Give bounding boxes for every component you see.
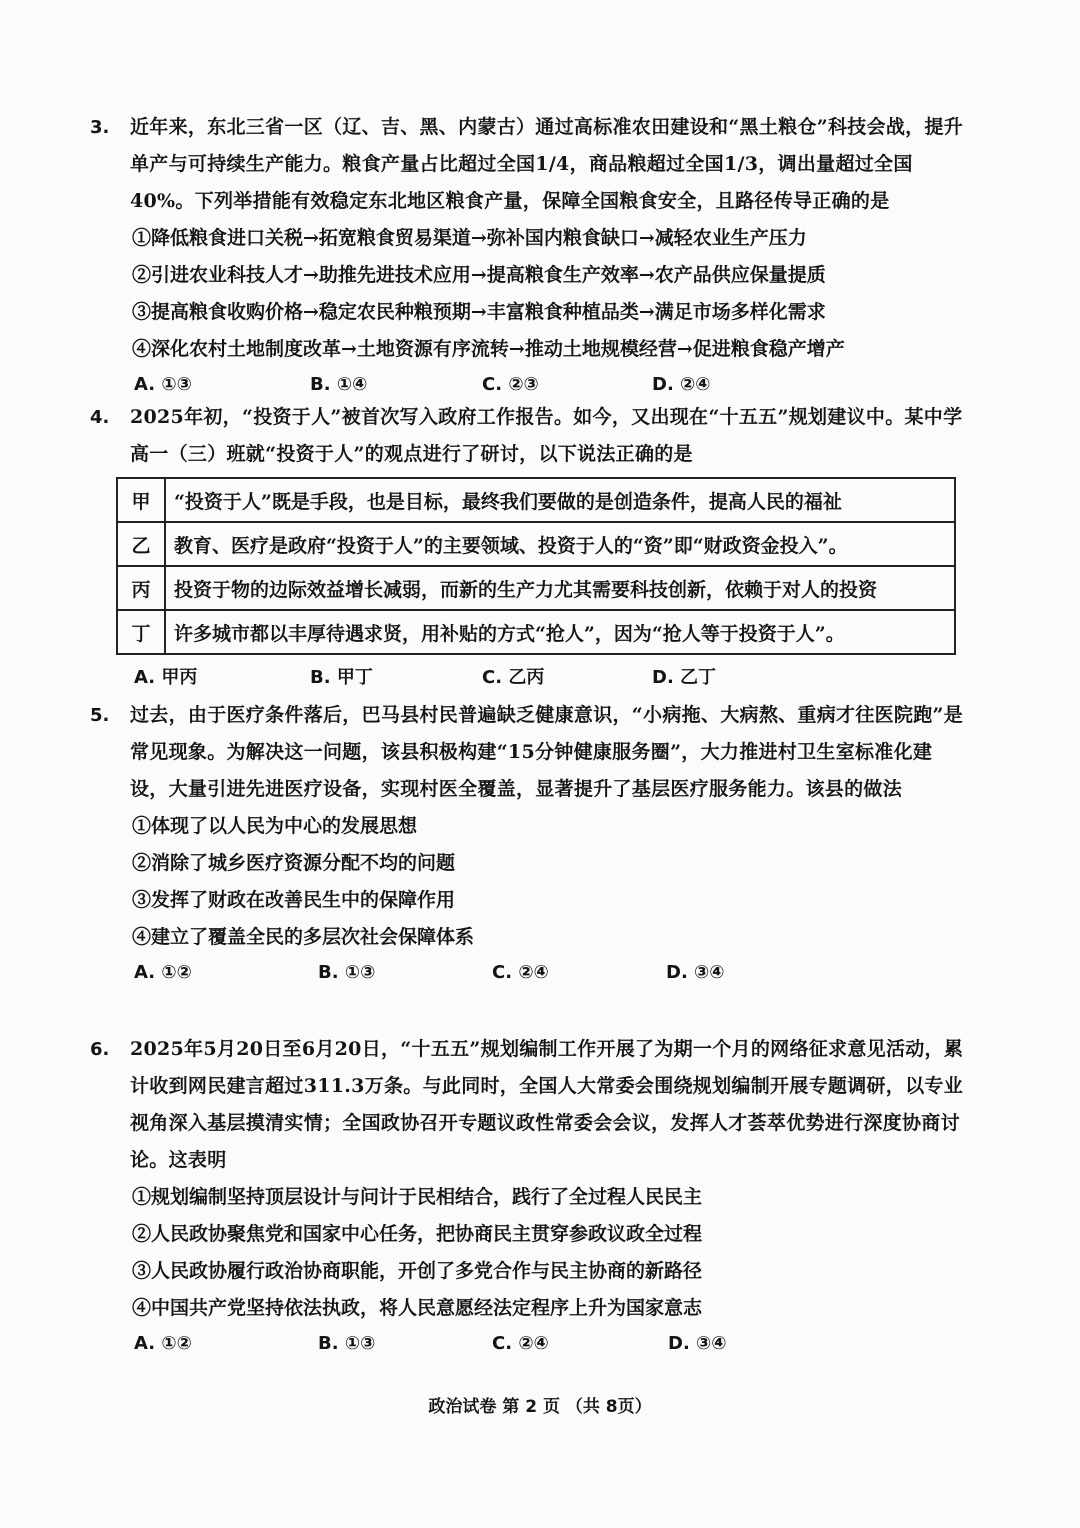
table-row [117,478,955,522]
row-text: 教育、医疗是政府“投资于人”的主要领域、投资于人的“资”即“财政资金投入”。 [165,522,955,566]
row-label: 甲 [117,478,165,522]
statement-option: ①降低粮食进口关税→拓宽粮食贸易渠道→弥补国内粮食缺口→减轻农业生产压力 [132,227,807,249]
page-footer: 政治试卷 第 2 页 （共 8页） [428,1397,652,1417]
statement-option: ②人民政协聚焦党和国家中心任务，把协商民主贯穿参政议政全过程 [132,1223,703,1245]
statement-option: ①体现了以人民为中心的发展思想 [132,815,418,837]
question-stem: 近年来，东北三省一区（辽、吉、黑、内蒙古）通过高标准农田建设和“黑土粮仓”科技会战，提升单产与可持续生产能力。粮食产量占比超过全国1/4，商品粮超过全国1/3，调出量超过全国40%。下列举措能有效稳定东北地区粮食产量，保障全国粮食安全，且路径传导正确的是 [130,116,964,212]
choice-d: D. ②④ [652,374,711,395]
table-row [117,566,955,610]
choice-d: D. ③④ [666,962,725,983]
choice-c: C. 乙丙 [482,667,545,688]
statement-option: ③提高粮食收购价格→稳定农民种粮预期→丰富粮食种植品类→满足市场多样化需求 [132,301,826,323]
question-number: 3. [90,117,110,138]
statement-option: ②消除了城乡医疗资源分配不均的问题 [132,852,456,874]
answer-choices [134,1327,970,1364]
statement-option: ④中国共产党坚持依法执政，将人民意愿经法定程序上升为国家意志 [132,1297,703,1319]
table-row [117,522,955,566]
question-number: 6. [90,1039,110,1060]
row-text: “投资于人”既是手段，也是目标，最终我们要做的是创造条件，提高人民的福祉 [165,478,955,522]
question-number: 5. [90,705,110,726]
row-label: 丙 [117,566,165,610]
row-label: 乙 [117,522,165,566]
choice-a: A. ①② [134,1333,192,1354]
choice-a: A. 甲丙 [134,667,198,688]
choice-c: C. ②④ [492,962,549,983]
statement-option: ④深化农村土地制度改革→土地资源有序流转→推动土地规模经营→促进粮食稳产增产 [132,338,845,360]
choice-a: A. ①② [134,962,192,983]
choice-b: B. ①③ [318,962,376,983]
statement-option: ④建立了覆盖全民的多层次社会保障体系 [132,926,475,948]
choice-b: B. ①③ [318,1333,376,1354]
question-stem: 过去，由于医疗条件落后，巴马县村民普遍缺乏健康意识，“小病拖、大病熬、重病才往医院跑”是常见现象。为解决这一问题，该县积极构建“15分钟健康服务圈”，大力推进村卫生室标准化建设，大量引进先进医疗设备，实现村医全覆盖，显著提升了基层医疗服务能力。该县的做法 [130,704,964,800]
question-stem: 2025年5月20日至6月20日，“十五五”规划编制工作开展了为期一个月的网络征求意见活动，累计收到网民建言超过311.3万条。与此同时，全国人大常委会围绕规划编制开展专题调研，以专业视角深入基层摸清实情；全国政协召开专题议政性常委会会议，发挥人才荟萃优势进行深度协商讨论。这表明 [130,1038,964,1171]
choice-d: D. 乙丁 [652,667,717,688]
statement-option: ③发挥了财政在改善民生中的保障作用 [132,889,456,911]
row-text: 投资于物的边际效益增长减弱，而新的生产力尤其需要科技创新，依赖于对人的投资 [165,566,955,610]
answer-choices [134,956,970,993]
choice-a: A. ①③ [134,374,192,395]
choice-b: B. 甲丁 [310,667,373,688]
question-3 [90,109,970,405]
table-row [117,610,955,654]
question-5 [90,697,970,993]
question-6 [90,1031,970,1364]
statement-option: ③人民政协履行政治协商职能，开创了多党合作与民主协商的新路径 [132,1260,703,1282]
statement-option: ①规划编制坚持顶层设计与问计于民相结合，践行了全过程人民民主 [132,1186,703,1208]
choice-c: C. ②④ [492,1333,549,1354]
choice-d: D. ③④ [668,1333,727,1354]
row-label: 丁 [117,610,165,654]
viewpoints-table [116,477,956,655]
row-text: 许多城市都以丰厚待遇求贤，用补贴的方式“抢人”，因为“抢人等于投资于人”。 [165,610,955,654]
question-stem: 2025年初，“投资于人”被首次写入政府工作报告。如今，又出现在“十五五”规划建议中。某中学高一（三）班就“投资于人”的观点进行了研讨，以下说法正确的是 [130,406,963,465]
question-4 [90,399,970,694]
answer-choices [134,657,970,694]
statement-option: ②引进农业科技人才→助推先进技术应用→提高粮食生产效率→农产品供应保量提质 [132,264,826,286]
choice-b: B. ①④ [310,374,368,395]
choice-c: C. ②③ [482,374,539,395]
question-number: 4. [90,407,110,428]
